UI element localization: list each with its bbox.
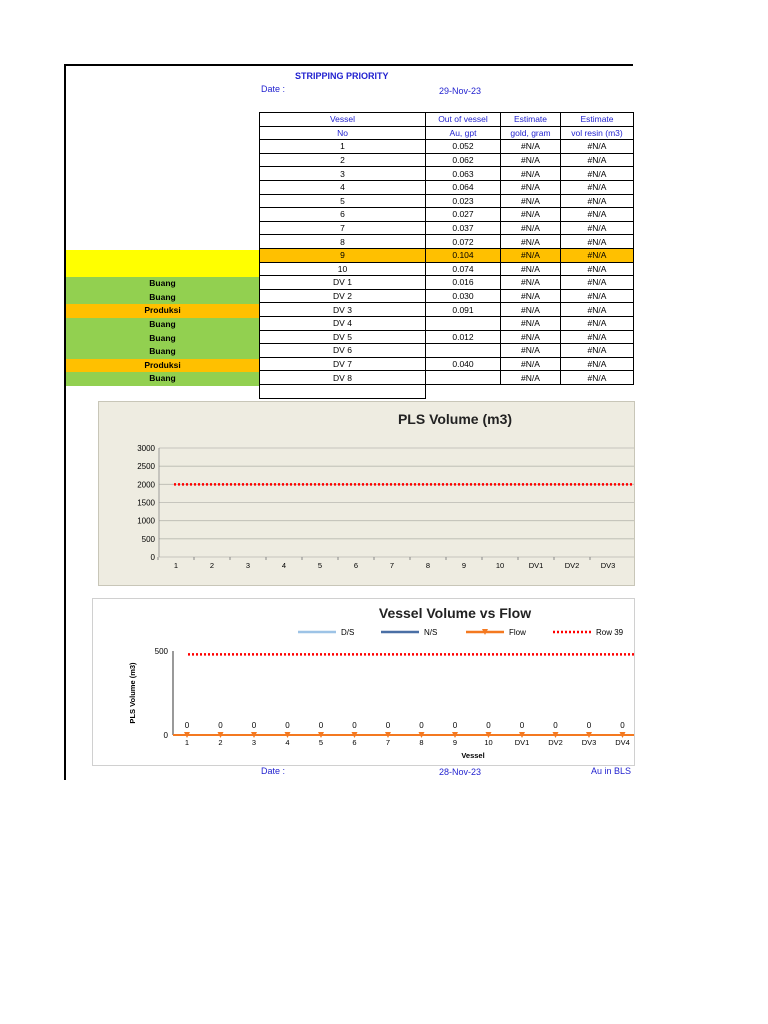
table-cell-vessel: DV 5 [260,330,426,344]
table-row [260,316,634,330]
table-cell-resin: #N/A [561,235,634,249]
table-cell-gold: #N/A [501,180,561,194]
legend-label: Row 39 [596,628,624,637]
table-cell-gold: #N/A [501,208,561,222]
table-cell-gold: #N/A [501,371,561,385]
table-cell-au: 0.062 [426,153,501,167]
chart-title: PLS Volume (m3) [397,411,513,427]
table-row [260,221,634,235]
table-cell-vessel: DV 3 [260,303,426,317]
table-cell-resin: #N/A [561,167,634,181]
footer-date-label: Date : [261,766,286,776]
data-label: 0 [553,721,558,730]
table-cell-resin: #N/A [561,262,634,276]
table-cell-au: 0.104 [426,248,501,262]
pls-volume-chart-svg [99,402,634,585]
table-row [260,235,634,249]
table-cell-vessel: DV 7 [260,357,426,371]
table-cell-resin: #N/A [561,330,634,344]
x-tick-label: DV3 [581,738,597,747]
table-cell-au: 0.012 [426,330,501,344]
sheet-left-border [64,64,66,780]
data-label: 0 [218,721,223,730]
table-cell-au: 0.063 [426,167,501,181]
table-cell-resin: #N/A [561,344,634,358]
table-cell-au: 0.037 [426,221,501,235]
table-row [260,303,634,317]
data-label: 0 [285,721,290,730]
status-cell-highlight [66,250,259,277]
table-row [260,208,634,222]
table-header-cell: Au, gpt [426,126,501,140]
legend-label: Flow [509,628,526,637]
x-tick-label: 7 [389,561,395,570]
table-header-row [260,113,634,127]
x-tick-label: DV1 [528,561,544,570]
x-tick-label: 6 [353,561,359,570]
table-cell-au: 0.052 [426,140,501,154]
y-tick-label: 2500 [137,462,155,472]
table-cell-vessel: 7 [260,221,426,235]
x-tick-label: 4 [285,738,290,747]
table-cell-gold: #N/A [501,357,561,371]
data-label: 0 [586,721,592,730]
table-cell-resin: #N/A [561,248,634,262]
table-cell-resin: #N/A [561,316,634,330]
table-cell-au: 0.064 [426,180,501,194]
x-tick-label: 2 [218,738,223,747]
x-tick-label: DV4 [615,738,630,747]
x-tick-label: 6 [352,738,357,747]
table-header-cell: Vessel [260,113,426,127]
y-tick-label: 1500 [137,498,155,508]
status-cell: Buang [66,372,259,386]
table-row [260,289,634,303]
table-cell-resin: #N/A [561,276,634,290]
y-tick-label: 1000 [137,516,155,526]
pls-volume-chart [98,401,635,586]
table-cell-gold: #N/A [501,221,561,235]
table-cell-resin: #N/A [561,221,634,235]
table-cell-vessel: 4 [260,180,426,194]
table-cell-gold: #N/A [501,262,561,276]
footer-date-value: 28-Nov-23 [439,767,482,777]
data-label: 0 [620,721,625,730]
table-cell-gold: #N/A [501,235,561,249]
x-tick-label: 3 [251,738,257,747]
table-cell-vessel: 8 [260,235,426,249]
data-label: 0 [318,721,324,730]
table-cell-au: 0.091 [426,303,501,317]
table-row [260,153,634,167]
legend-label: N/S [424,628,438,637]
vessel-volume-flow-chart [92,598,635,766]
data-label: 0 [486,721,491,730]
x-tick-label: 10 [495,561,505,570]
table-cell-resin: #N/A [561,357,634,371]
y-tick-label: 0 [150,553,155,562]
table-cell-au: 0.074 [426,262,501,276]
table-cell-vessel: 6 [260,208,426,222]
x-tick-label: 2 [209,561,215,570]
table-cell-gold: #N/A [501,330,561,344]
status-column [66,250,259,386]
y-axis-label: PLS Volume (m3) [128,662,137,724]
y-tick-label: 0 [163,731,168,740]
date-label: Date : [261,84,286,94]
table-header-cell: Estimate [561,113,634,127]
status-cell: Buang [66,345,259,359]
status-cell: Produksi [66,304,259,318]
data-label: 0 [419,721,424,730]
table-row [260,262,634,276]
stripping-priority-table [259,112,634,399]
table-row [260,194,634,208]
table-row [260,180,634,194]
table-header-cell: Out of vessel [426,113,501,127]
x-tick-label: 8 [425,561,431,570]
table-header-row [260,126,634,140]
table-row [260,167,634,181]
table-cell-au [426,316,501,330]
table-cell-gold: #N/A [501,344,561,358]
table-cell-vessel: 2 [260,153,426,167]
y-tick-label: 2000 [137,480,155,490]
table-cell-vessel: DV 8 [260,371,426,385]
chart-title: Vessel Volume vs Flow [378,605,532,621]
table-cell-vessel: 9 [260,248,426,262]
data-label: 0 [184,721,190,730]
table-cell-vessel: 1 [260,140,426,154]
data-label: 0 [385,721,391,730]
footer-au-in-bls: Au in BLS [591,766,632,776]
table-row [260,357,634,371]
x-tick-label: DV1 [514,738,530,747]
table-cell-gold: #N/A [501,316,561,330]
table-row [260,344,634,358]
table-cell-au [426,344,501,358]
table-cell-vessel: 10 [260,262,426,276]
table-header-cell: No [260,126,426,140]
table-cell-vessel: DV 2 [260,289,426,303]
table-row [260,276,634,290]
table-cell-vessel: DV 4 [260,316,426,330]
table-cell-resin: #N/A [561,140,634,154]
table-header-cell: Estimate [501,113,561,127]
data-label: 0 [251,721,257,730]
table-row [260,330,634,344]
status-cell: Buang [66,318,259,332]
table-cell-resin: #N/A [561,194,634,208]
table-blank-cell [260,384,426,398]
table-cell-vessel: DV 6 [260,344,426,358]
table-cell-gold: #N/A [501,248,561,262]
table-cell-vessel: 5 [260,194,426,208]
y-tick-label: 500 [154,647,168,656]
table-cell-resin: #N/A [561,303,634,317]
table-cell-au: 0.072 [426,235,501,249]
sheet-top-border [64,64,633,66]
status-cell: Buang [66,332,259,346]
table-cell-gold: #N/A [501,303,561,317]
date-value: 29-Nov-23 [439,86,482,96]
table-cell-gold: #N/A [501,167,561,181]
table-cell-au: 0.030 [426,289,501,303]
table-header-cell: vol resin (m3) [561,126,634,140]
y-tick-label: 3000 [137,444,155,453]
table-row [260,140,634,154]
legend-label: D/S [341,628,355,637]
table-cell-gold: #N/A [501,194,561,208]
x-tick-label: 1 [173,561,179,570]
y-tick-label: 500 [141,534,155,544]
x-tick-label: 4 [281,561,287,570]
status-cell: Buang [66,277,259,291]
x-tick-label: DV3 [600,561,616,570]
table-cell-au: 0.016 [426,276,501,290]
table-cell-gold: #N/A [501,153,561,167]
data-label: 0 [519,721,525,730]
x-tick-label: 3 [245,561,251,570]
table-cell-gold: #N/A [501,140,561,154]
table-cell-resin: #N/A [561,289,634,303]
x-tick-label: 7 [385,738,391,747]
data-label: 0 [452,721,458,730]
table-cell-vessel: DV 1 [260,276,426,290]
table-cell-au [426,371,501,385]
x-tick-label: 10 [484,738,493,747]
table-cell-resin: #N/A [561,153,634,167]
table-cell-au: 0.040 [426,357,501,371]
table-cell-au: 0.023 [426,194,501,208]
table-cell-au: 0.027 [426,208,501,222]
status-cell: Buang [66,291,259,305]
table-cell-gold: #N/A [501,276,561,290]
x-tick-label: 5 [318,738,324,747]
x-tick-label: 5 [317,561,323,570]
x-tick-label: DV2 [564,561,580,570]
page-title: STRIPPING PRIORITY [295,71,389,81]
table-cell-gold: #N/A [501,289,561,303]
table-blank-row [260,384,634,398]
vessel-volume-flow-chart-svg [93,599,634,765]
table-cell-vessel: 3 [260,167,426,181]
data-label: 0 [352,721,357,730]
x-axis-label: Vessel [461,751,485,760]
table-cell-resin: #N/A [561,371,634,385]
x-tick-label: 8 [419,738,424,747]
status-cell: Produksi [66,359,259,373]
x-tick-label: DV2 [548,738,563,747]
table-header-cell: gold, gram [501,126,561,140]
table-row [260,248,634,262]
x-tick-label: 9 [452,738,458,747]
x-tick-label: 9 [461,561,467,570]
table-cell-resin: #N/A [561,208,634,222]
table-row [260,371,634,385]
table-cell-resin: #N/A [561,180,634,194]
x-tick-label: 1 [184,738,190,747]
